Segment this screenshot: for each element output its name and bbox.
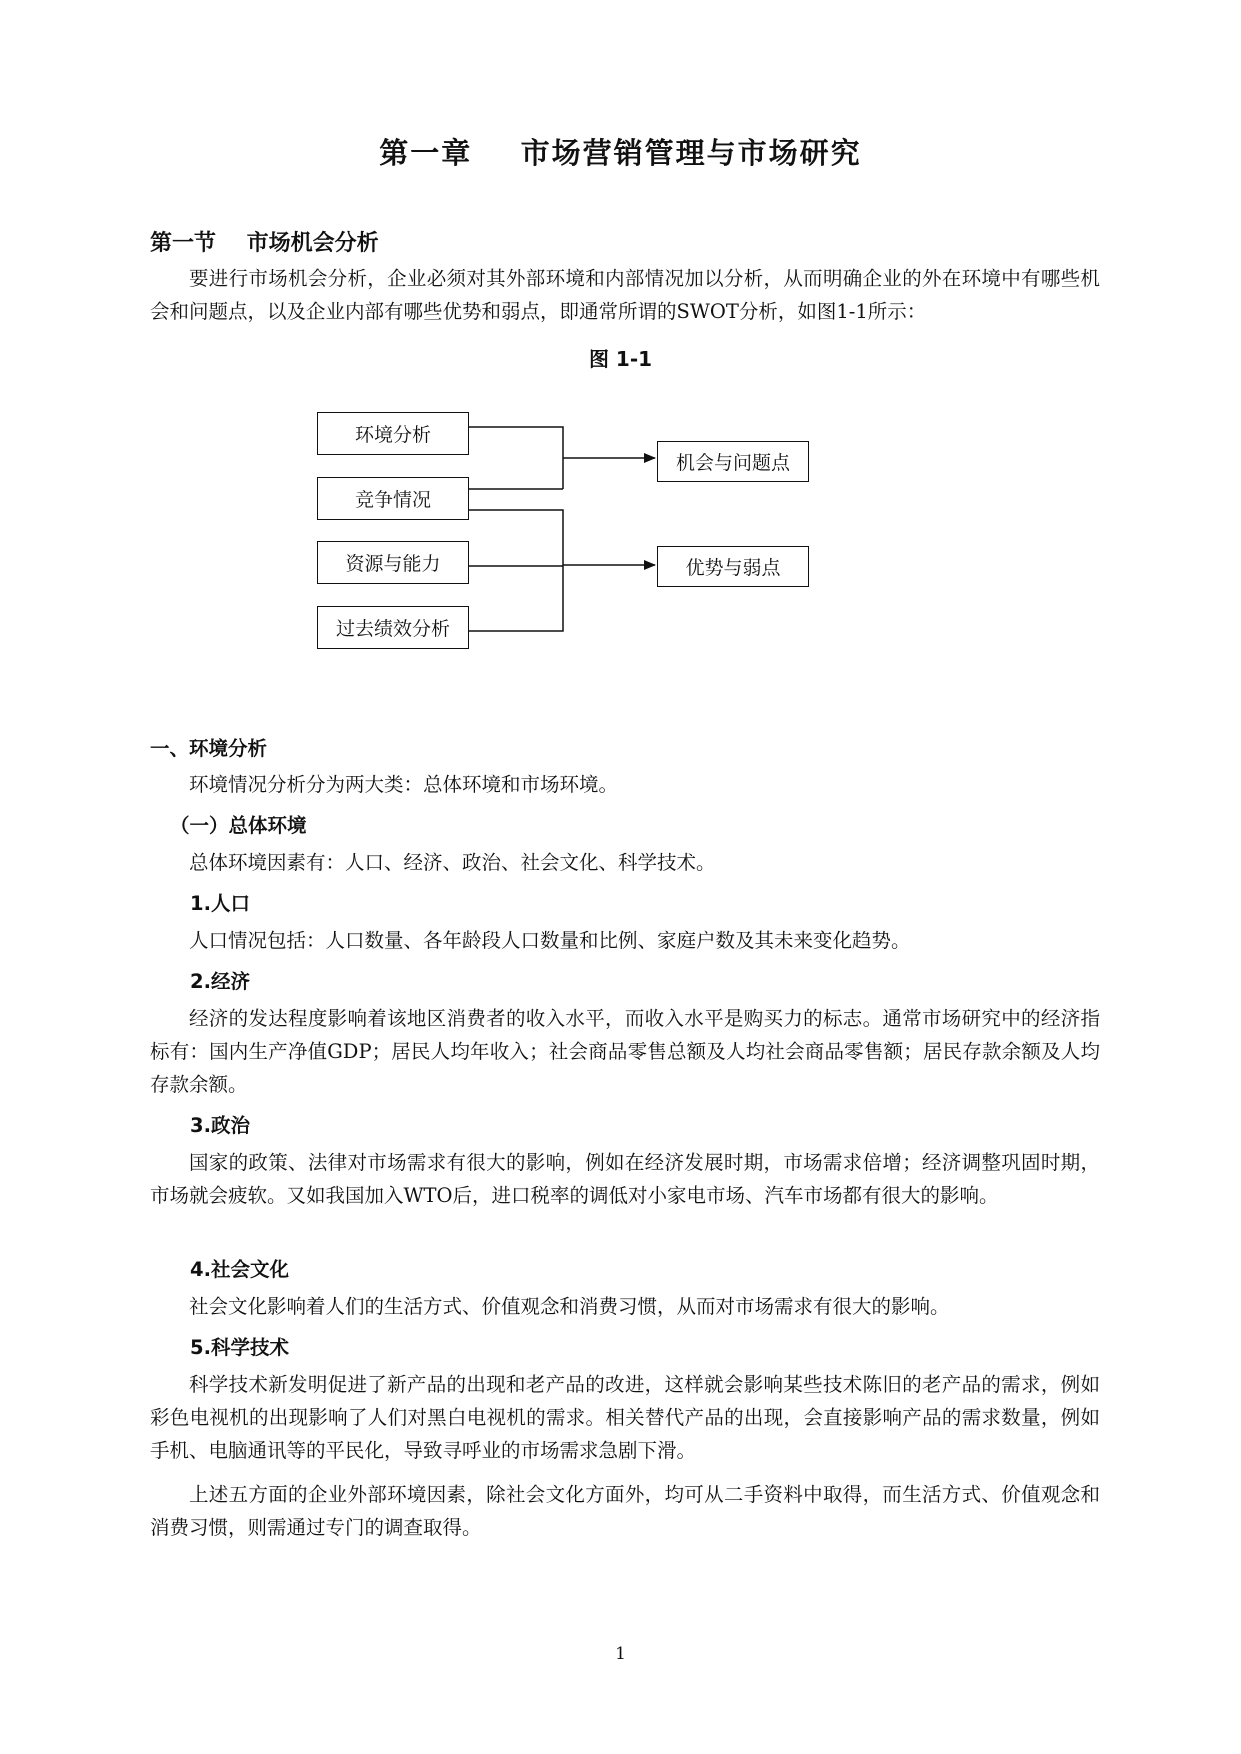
closing-paragraph: 上述五方面的企业外部环境因素，除社会文化方面外，均可从二手资料中取得，而生活方式、价值观念和消费习惯，则需通过专门的调查取得。	[150, 1483, 1100, 1539]
connector-competition-down	[467, 510, 563, 631]
intro-paragraph: 要进行市场机会分析，企业必须对其外部环境和内部情况加以分析，从而明确企业的外在环境中有哪些机会和问题点，以及企业内部有哪些优势和弱点，即通常所谓的SWOT分析，如图1-1所示：	[150, 267, 1100, 323]
heading-science-technology: 5.科学技术	[190, 1336, 289, 1359]
box-past-performance: 过去绩效分析	[317, 606, 469, 649]
heading-general-environment: （一）总体环境	[170, 814, 307, 837]
box-opportunities-problems: 机会与问题点	[657, 441, 809, 482]
text-social-culture: 社会文化影响着人们的生活方式、价值观念和消费习惯，从而对市场需求有很大的影响。	[189, 1295, 950, 1318]
heading-social-culture: 4.社会文化	[190, 1258, 289, 1281]
text-economy: 经济的发达程度影响着该地区消费者的收入水平，而收入水平是购买力的标志。通常市场研究中的经济指标有：国内生产净值GDP；居民人均年收入；社会商品零售总额及人均社会商品零售额；居民存款余额及人均存款余额。	[150, 1007, 1100, 1096]
heading-politics: 3.政治	[190, 1114, 250, 1137]
page-number: 1	[615, 1644, 626, 1664]
box-competition: 竞争情况	[317, 477, 469, 520]
box-resources-capability: 资源与能力	[317, 541, 469, 584]
chapter-title: 第一章 市场营销管理与市场研究	[379, 136, 862, 170]
env-factors: 总体环境因素有：人口、经济、政治、社会文化、科学技术。	[189, 851, 716, 874]
heading-population: 1.人口	[190, 892, 250, 915]
box-environment-analysis: 环境分析	[317, 412, 469, 455]
section-title: 第一节 市场机会分析	[150, 231, 379, 256]
box-strengths-weaknesses: 优势与弱点	[657, 546, 809, 587]
text-population: 人口情况包括：人口数量、各年龄段人口数量和比例、家庭户数及其未来变化趋势。	[189, 929, 911, 952]
heading-economy: 2.经济	[190, 970, 250, 993]
heading-environment-analysis: 一、环境分析	[150, 737, 268, 760]
env-intro: 环境情况分析分为两大类：总体环境和市场环境。	[189, 773, 619, 796]
connector-environment	[467, 427, 563, 489]
figure-caption: 图 1-1	[588, 347, 653, 371]
text-science-technology: 科学技术新发明促进了新产品的出现和老产品的改进，这样就会影响某些技术陈旧的老产品的需求，例如彩色电视机的出现影响了人们对黑白电视机的需求。相关替代产品的出现，会直接影响产品的需求数量，例如手机、电脑通讯等的平民化，导致寻呼业的市场需求急剧下滑。	[150, 1373, 1100, 1462]
text-politics: 国家的政策、法律对市场需求有很大的影响，例如在经济发展时期，市场需求倍增；经济调整巩固时期，市场就会疲软。又如我国加入WTO后，进口税率的调低对小家电市场、汽车市场都有很大的影响。	[150, 1151, 1100, 1207]
